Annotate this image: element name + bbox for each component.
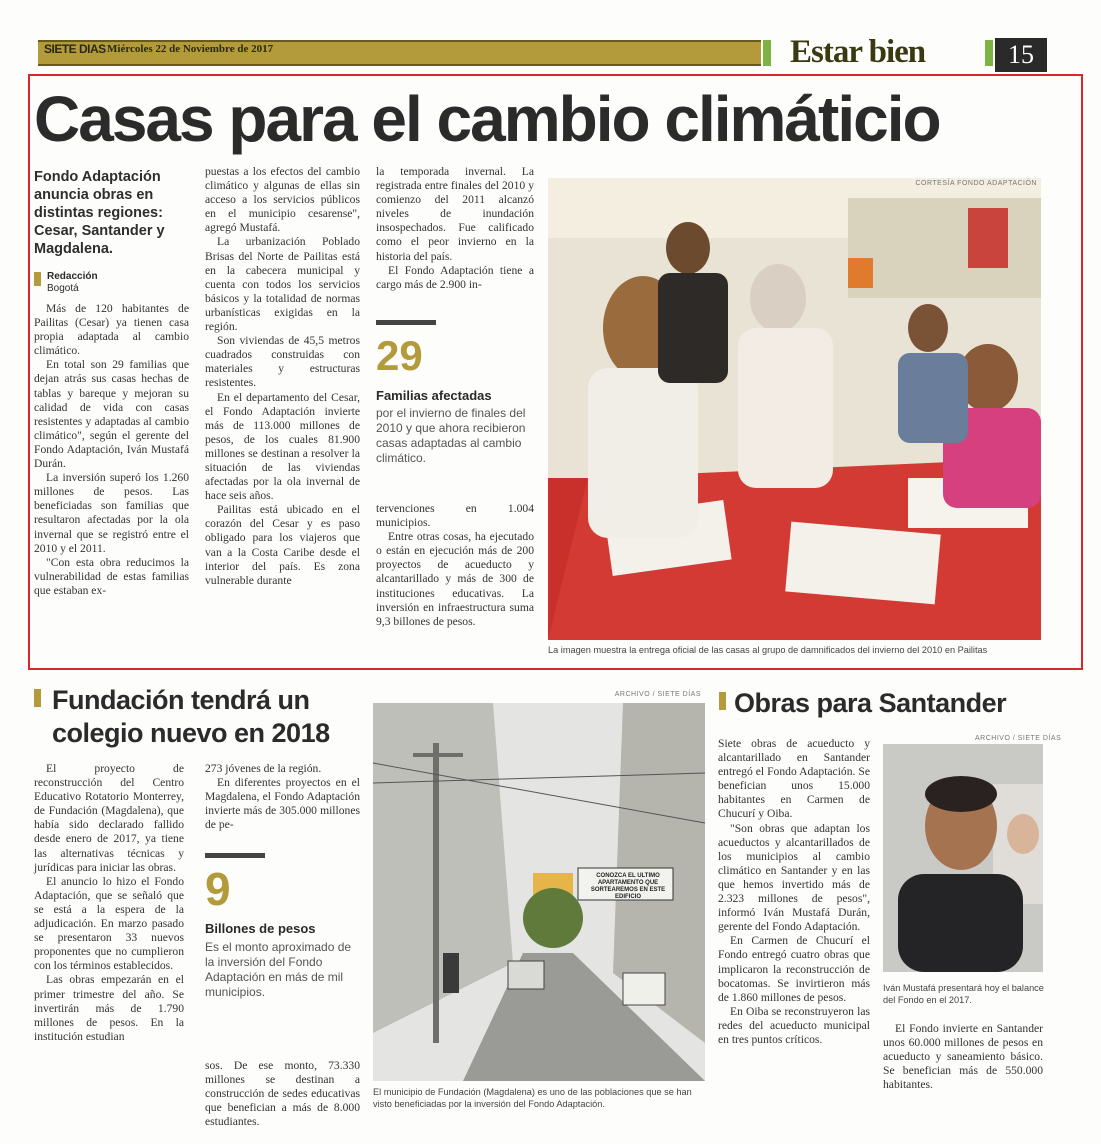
section-marker: [763, 40, 771, 66]
main-column-1: [34, 302, 189, 652]
photo-people-table: [548, 178, 1041, 640]
paragraph: Son viviendas de 45,5 metros cuadrados construidas con materiales y estructuras resistentes.: [205, 334, 360, 390]
paragraph: Entre otras cosas, ha ejecutado o están en ejecución más de 200 proyectos de acueducto y alcantarillado y más de 300 de instituciones educativas. La inversión en infraestructura suma 9,3 billones de pesos.: [376, 530, 534, 628]
paragraph: El proyecto de reconstrucción del Centro Educativo Rotatorio Monterrey, de Fundación (Magdalena), que había sido declarado fallido desde enero de 2017, ya tiene las alternativas técnicas y jurídicas para iniciar las obras.: [34, 762, 184, 874]
story2-column-2: [205, 762, 360, 842]
brand-logo: SIETE DIAS: [44, 42, 106, 56]
stat-label: Familias afectadas: [376, 388, 492, 403]
paragraph: Pailitas está ubicado en el corazón del Cesar y es paso obligado para los viajeros que van a la Costa Caribe desde el interior del país. Es zona vulnerable durante: [205, 503, 360, 587]
story3-column-2: [883, 1022, 1043, 1122]
paragraph: Las obras empezarán en el primer trimestre del año. Se invertirán más de 1.790 millones de pesos. En la institución estudian: [34, 973, 184, 1043]
story2-headline: Fundación tendrá un colegio nuevo en 2018: [52, 685, 330, 748]
issue-date: Miércoles 22 de Noviembre de 2017: [107, 43, 274, 55]
paragraph: "Son obras que adaptan los acueductos y alcantarillados de los municipios al cambio climático en Santander y en las que hemos invertido más de 2.323 millones de pesos", informó Iván Mustafá Durán, gerente del Fondo Adaptación.: [718, 821, 870, 934]
paragraph: En el departamento del Cesar, el Fondo Adaptación invierte más de 113.000 millones de pesos, de los cuales 81.900 millones se destinan a resolver la situación de las viviendas afectadas por la ola invernal de hace seis años.: [205, 390, 360, 503]
paragraph: En Carmen de Chucurí el Fondo entregó cuatro obras que implicaron la reconstrucción de bocatomas. Se invirtieron más de 1.860 millones de pesos.: [718, 934, 870, 1004]
stat-number: 29: [376, 332, 423, 379]
photo-credit: ARCHIVO / SIETE DÍAS: [975, 735, 1062, 742]
main-column-3-bottom: [376, 502, 534, 657]
stat-rule: [205, 853, 265, 858]
main-column-3-top: [376, 165, 534, 305]
page-marker: [985, 40, 993, 66]
main-photo: [548, 178, 1041, 640]
main-photo-caption: La imagen muestra la entrega oficial de las casas al grupo de damnificados del invierno del 2010 en Pailitas: [548, 645, 988, 655]
paragraph: En Oiba se reconstruyeron las redes del acueducto municipal en tres puntos críticos.: [718, 1004, 870, 1046]
story3-photo: [883, 744, 1043, 972]
story3-column-1: [718, 737, 870, 1117]
main-deck: Fondo Adaptación anuncia obras en distintas regiones: Cesar, Santander y Magdalena.: [34, 169, 165, 257]
paragraph: El Fondo Adaptación tiene a cargo más de 2.900 in-: [376, 263, 534, 291]
stat-number: 9: [205, 863, 231, 915]
story2-column-1: [34, 762, 184, 1112]
paragraph: En diferentes proyectos en el Magdalena, el Fondo Adaptación invierte más de 305.000 millones de pe-: [205, 776, 360, 832]
byline-marker: [34, 272, 41, 286]
stat-description: por el invierno de finales del 2010 y que ahora recibieron casas adaptadas al cambio climático.: [376, 406, 526, 465]
stat-description: Es el monto aproximado de la inversión del Fondo Adaptación en más de mil municipios.: [205, 940, 352, 999]
story2-column-2-bottom: [205, 1059, 360, 1129]
paragraph: puestas a los efectos del cambio climático y algunas de ellas sin acceso a los servicios públicos en el municipio cesarense", agregó Mustafá.: [205, 165, 360, 235]
story2-photo: [373, 691, 705, 1081]
paragraph: la temporada invernal. La registrada entre finales del 2010 y comienzo del 2011 alcanzó niveles de inundación insospechados. Fue calificado como el peor invierno en la historia del país.: [376, 165, 534, 263]
paragraph: sos. De ese monto, 73.330 millones se destinan a construcción de sedes educativas que benefician a más de 8.000 estudiantes.: [205, 1059, 360, 1129]
byline-label: Redacción: [47, 271, 98, 282]
photo-credit: ARCHIVO / SIETE DÍAS: [614, 691, 701, 698]
story2-marker: [34, 689, 41, 707]
paragraph: En total son 29 familias que dejan atrás sus casas hechas de tablas y bareque y mejoran su calidad de vida con casas resistentes y adaptadas al cambio climático", según el gerente del Fondo Adaptación, Iván Mustafá Durán.: [34, 358, 189, 471]
photo-credit: CORTESÍA FONDO ADAPTACIÓN: [915, 180, 1037, 187]
paragraph: 273 jóvenes de la región.: [205, 762, 322, 775]
story3-headline: Obras para Santander: [734, 688, 1007, 718]
paragraph: "Con esta obra reducimos la vulnerabilidad de estas familias que estaban ex-: [34, 555, 189, 597]
byline-place: Bogotá: [47, 283, 79, 294]
main-column-2: [205, 165, 360, 655]
section-title: Estar bien: [790, 34, 926, 70]
street-banner-text: CONOZCA EL ULTIMO APARTAMENTO QUE SORTEAREMOS EN ESTE EDIFICIO: [590, 873, 666, 900]
paragraph: El anuncio lo hizo el Fondo Adaptación, que se señaló que se está a la espera de la adjudicación. En marzo pasado se presentaron 33 nuevos proponentes que no cumplieron con los términos establecidos.: [34, 874, 184, 973]
story2-photo-caption: El municipio de Fundación (Magdalena) es uno de las poblaciones que se han visto beneficiadas por la inversión del Fondo Adaptación.: [373, 1087, 692, 1109]
paragraph: Más de 120 habitantes de Pailitas (Cesar) ya tienen casa propia adaptada al cambio climático.: [34, 302, 189, 358]
paragraph: El Fondo invierte en Santander unos 60.000 millones de pesos en acueducto y saneamiento básico. Se benefician más de 550.000 habitantes.: [883, 1022, 1043, 1092]
paragraph: tervenciones en 1.004 municipios.: [376, 502, 534, 530]
page-number: 15: [995, 38, 1047, 72]
stat-rule: [376, 320, 436, 325]
story3-photo-caption: Iván Mustafá presentará hoy el balance del Fondo en el 2017.: [883, 983, 1044, 1005]
story3-marker: [719, 692, 726, 710]
main-headline: Casas para el cambio climáticio: [34, 83, 940, 155]
paragraph: Siete obras de acueducto y alcantarillado en Santander entregó el Fondo Adaptación. Se benefician unos 15.000 habitantes en Carmen de Chucurí y Oiba.: [718, 737, 870, 821]
photo-portrait: [883, 744, 1043, 972]
paragraph: La inversión superó los 1.260 millones de pesos. Las beneficiadas son familias que resultaron afectadas por la ola invernal que se registró entre el 2010 y el 2011.: [34, 471, 189, 555]
paragraph: La urbanización Poblado Brisas del Norte de Pailitas está en la cabecera municipal y cuenta con todos los servicios básicos y la totalidad de normas urbanísticas exigidas en la región.: [205, 235, 360, 334]
stat-label: Billones de pesos: [205, 921, 316, 936]
